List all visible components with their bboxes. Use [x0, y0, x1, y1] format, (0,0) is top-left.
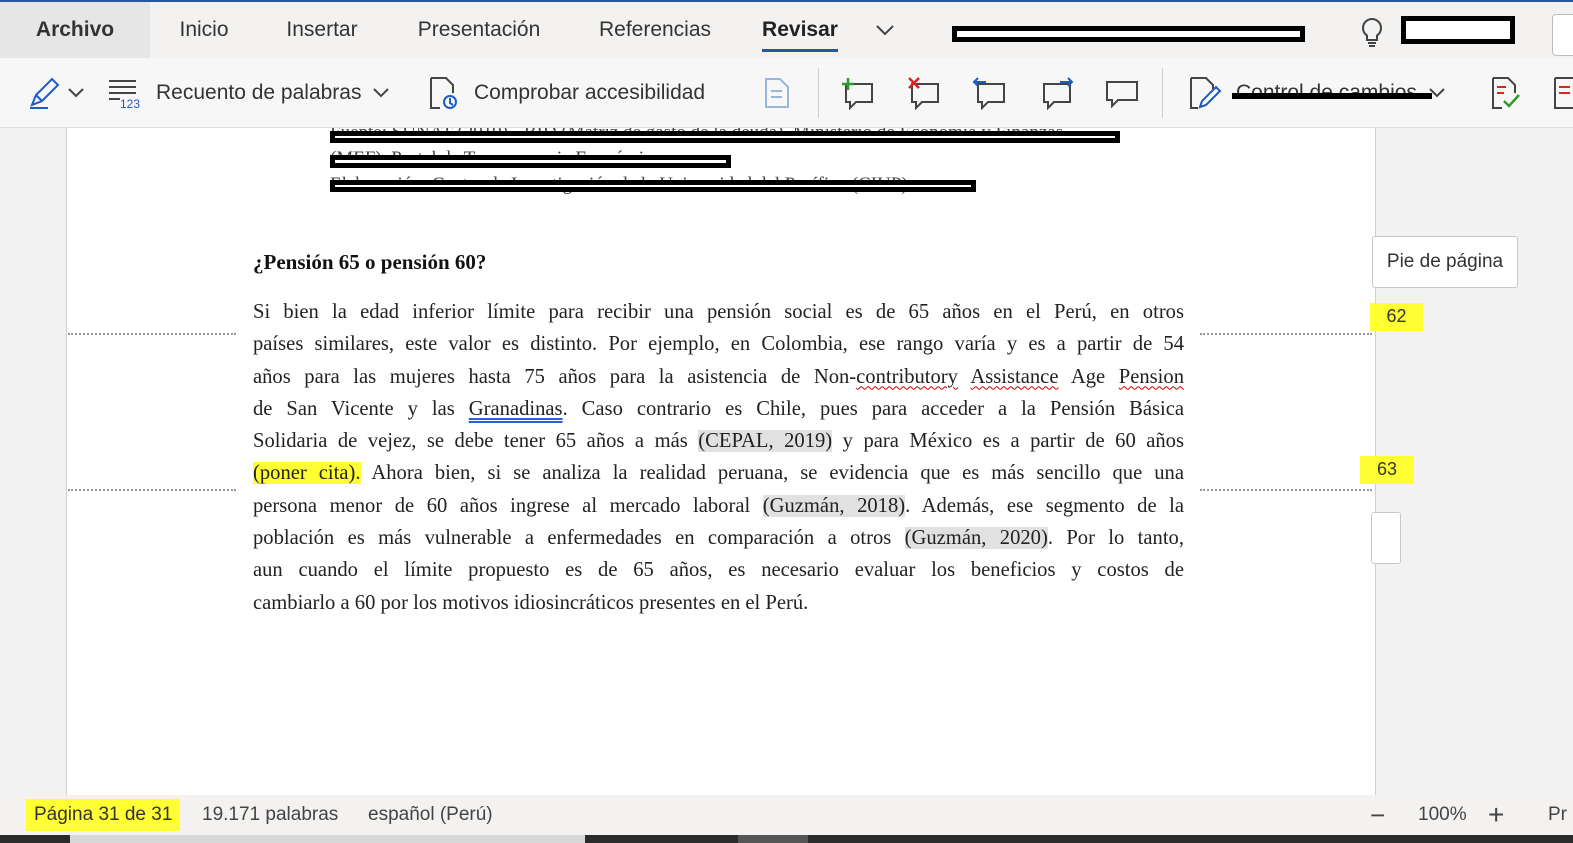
ribbon-separator	[1162, 68, 1163, 118]
citation[interactable]: (CEPAL, 2019)	[698, 430, 833, 453]
spelling-error[interactable]: contributory	[856, 365, 958, 388]
reject-change-button[interactable]	[1550, 70, 1573, 116]
word-count-button[interactable]	[106, 70, 391, 116]
page-number-marker: 62	[1370, 303, 1423, 331]
tab-review[interactable]: Revisar	[762, 2, 838, 58]
page-number-marker: 63	[1360, 456, 1414, 484]
redaction-bar	[1232, 93, 1432, 99]
tab-layout[interactable]: Presentación	[417, 18, 541, 41]
paragraph-line: persona menor de 60 años ingrese al mercado laboral (Guzmán, 2018). Además, ese segmento de la	[253, 494, 1185, 517]
highlighted-text: (poner cita).	[253, 462, 361, 485]
redacted-search-box	[952, 26, 1305, 42]
redacted-user-area	[1401, 16, 1515, 44]
more-tabs-chevron-icon[interactable]	[874, 20, 896, 40]
paragraph-line: países similares, este valor es distinto. Por ejemplo, en Colombia, ese rango varía y es a partir de 54	[253, 333, 1184, 356]
tab-insert[interactable]: Insertar	[286, 18, 358, 41]
track-changes-label	[1236, 81, 1417, 105]
status-bar	[0, 795, 1573, 835]
zoom-in-button[interactable]: +	[1488, 799, 1505, 830]
ribbon-separator	[818, 68, 819, 118]
track-changes-icon	[1186, 75, 1222, 111]
spelling-error[interactable]: Assistance	[970, 365, 1059, 388]
previous-comment-icon	[972, 76, 1008, 110]
paragraph-line: Solidaria de vejez, se debe tener 65 años a más (CEPAL, 2019) y para México es a partir de 60 años	[253, 430, 1184, 453]
page-break-marker	[68, 333, 236, 335]
horizontal-scrollbar-thumb[interactable]	[70, 835, 585, 843]
page-break-marker	[1200, 489, 1372, 491]
next-comment-button[interactable]	[1038, 70, 1074, 116]
redaction-bar	[330, 155, 731, 168]
citation[interactable]: (Guzmán, 2018)	[762, 494, 906, 517]
lightbulb-icon[interactable]	[1358, 16, 1386, 48]
body-paragraph[interactable]	[253, 296, 1184, 619]
editor-button[interactable]	[26, 70, 86, 116]
delete-comment-icon	[906, 76, 942, 110]
citation[interactable]: (Guzmán, 2020)	[904, 527, 1048, 550]
paragraph-line: Si bien la edad inferior límite para recibir una pensión social es de 65 años en el Perú, en otros	[253, 301, 1184, 323]
word-count-label: Recuento de palabras	[156, 81, 362, 104]
chevron-down-icon	[371, 86, 391, 100]
redaction-bar	[330, 180, 976, 192]
page-break-marker	[1200, 333, 1372, 335]
margin-panel-tab[interactable]	[1371, 512, 1401, 564]
reject-change-icon	[1550, 75, 1573, 111]
word-count-icon	[106, 75, 142, 111]
paragraph-line: (poner cita). Ahora bien, si se analiza la realidad peruana, se evidencia que es más sencillo que una	[253, 462, 1184, 485]
ribbon-tab-bar	[0, 0, 1573, 58]
taskbar-strip	[0, 835, 1573, 843]
paragraph-line: población es más vulnerable a enfermedades en comparación a otros (Guzmán, 2020). Por lo tanto,	[253, 527, 1185, 550]
delete-comment-button[interactable]	[906, 70, 942, 116]
share-button-edge[interactable]	[1552, 14, 1573, 56]
svg-text:123: 123	[120, 97, 141, 111]
taskbar-item[interactable]	[738, 835, 808, 843]
accept-change-button[interactable]	[1488, 70, 1522, 116]
check-accessibility-button[interactable]	[426, 70, 705, 116]
accept-change-icon	[1488, 75, 1522, 111]
page-break-marker	[68, 489, 236, 491]
section-heading: ¿Pensión 65 o pensión 60?	[253, 250, 487, 274]
check-accessibility-label: Comprobar accesibilidad	[474, 81, 706, 104]
page-indicator[interactable]: Página 31 de 31	[26, 799, 180, 831]
tab-file[interactable]: Archivo	[0, 2, 150, 58]
next-comment-icon	[1038, 76, 1074, 110]
new-comment-button[interactable]	[840, 70, 876, 116]
paragraph-line: cambiarlo a 60 por los motivos idiosincráticos presentes en el Perú.	[253, 591, 809, 614]
new-comment-icon	[840, 76, 876, 110]
document-area	[0, 128, 1573, 795]
previous-comment-button[interactable]	[972, 70, 1008, 116]
word-count-status[interactable]: 19.171 palabras	[202, 804, 339, 825]
review-ribbon	[0, 58, 1573, 128]
chevron-down-icon	[66, 86, 86, 100]
tab-home[interactable]: Inicio	[179, 18, 229, 41]
spelling-error[interactable]: Pension	[1118, 365, 1184, 388]
track-changes-button[interactable]	[1186, 70, 1447, 116]
paragraph-line: aun cuando el límite propuesto es de 65 años, es necesario evaluar los beneficios y costos de	[253, 559, 1184, 582]
footer-button[interactable]: Pie de página	[1372, 236, 1518, 288]
tab-references[interactable]: Referencias	[598, 18, 712, 41]
language-status[interactable]: español (Perú)	[368, 804, 493, 825]
doc-compare-button[interactable]	[762, 70, 792, 116]
paragraph-line: años para las mujeres hasta 75 años para la asistencia de Non-contributory Assistance Age Pension	[253, 365, 1184, 388]
zoom-level[interactable]: 100%	[1418, 804, 1467, 825]
zoom-out-button[interactable]: −	[1370, 800, 1386, 830]
redaction-bar	[330, 131, 1120, 143]
paragraph-line: de San Vicente y las Granadinas. Caso contrario es Chile, pues para acceder a la Pensión Básica	[253, 397, 1184, 420]
document-compare-icon	[762, 76, 792, 110]
show-comments-button[interactable]	[1104, 70, 1140, 116]
comments-icon	[1104, 76, 1140, 110]
grammar-flag[interactable]: Granadinas	[468, 397, 563, 420]
editor-pen-icon	[26, 75, 62, 111]
cut-off-status-item[interactable]: Pr	[1548, 804, 1567, 825]
accessibility-check-icon	[426, 75, 460, 111]
